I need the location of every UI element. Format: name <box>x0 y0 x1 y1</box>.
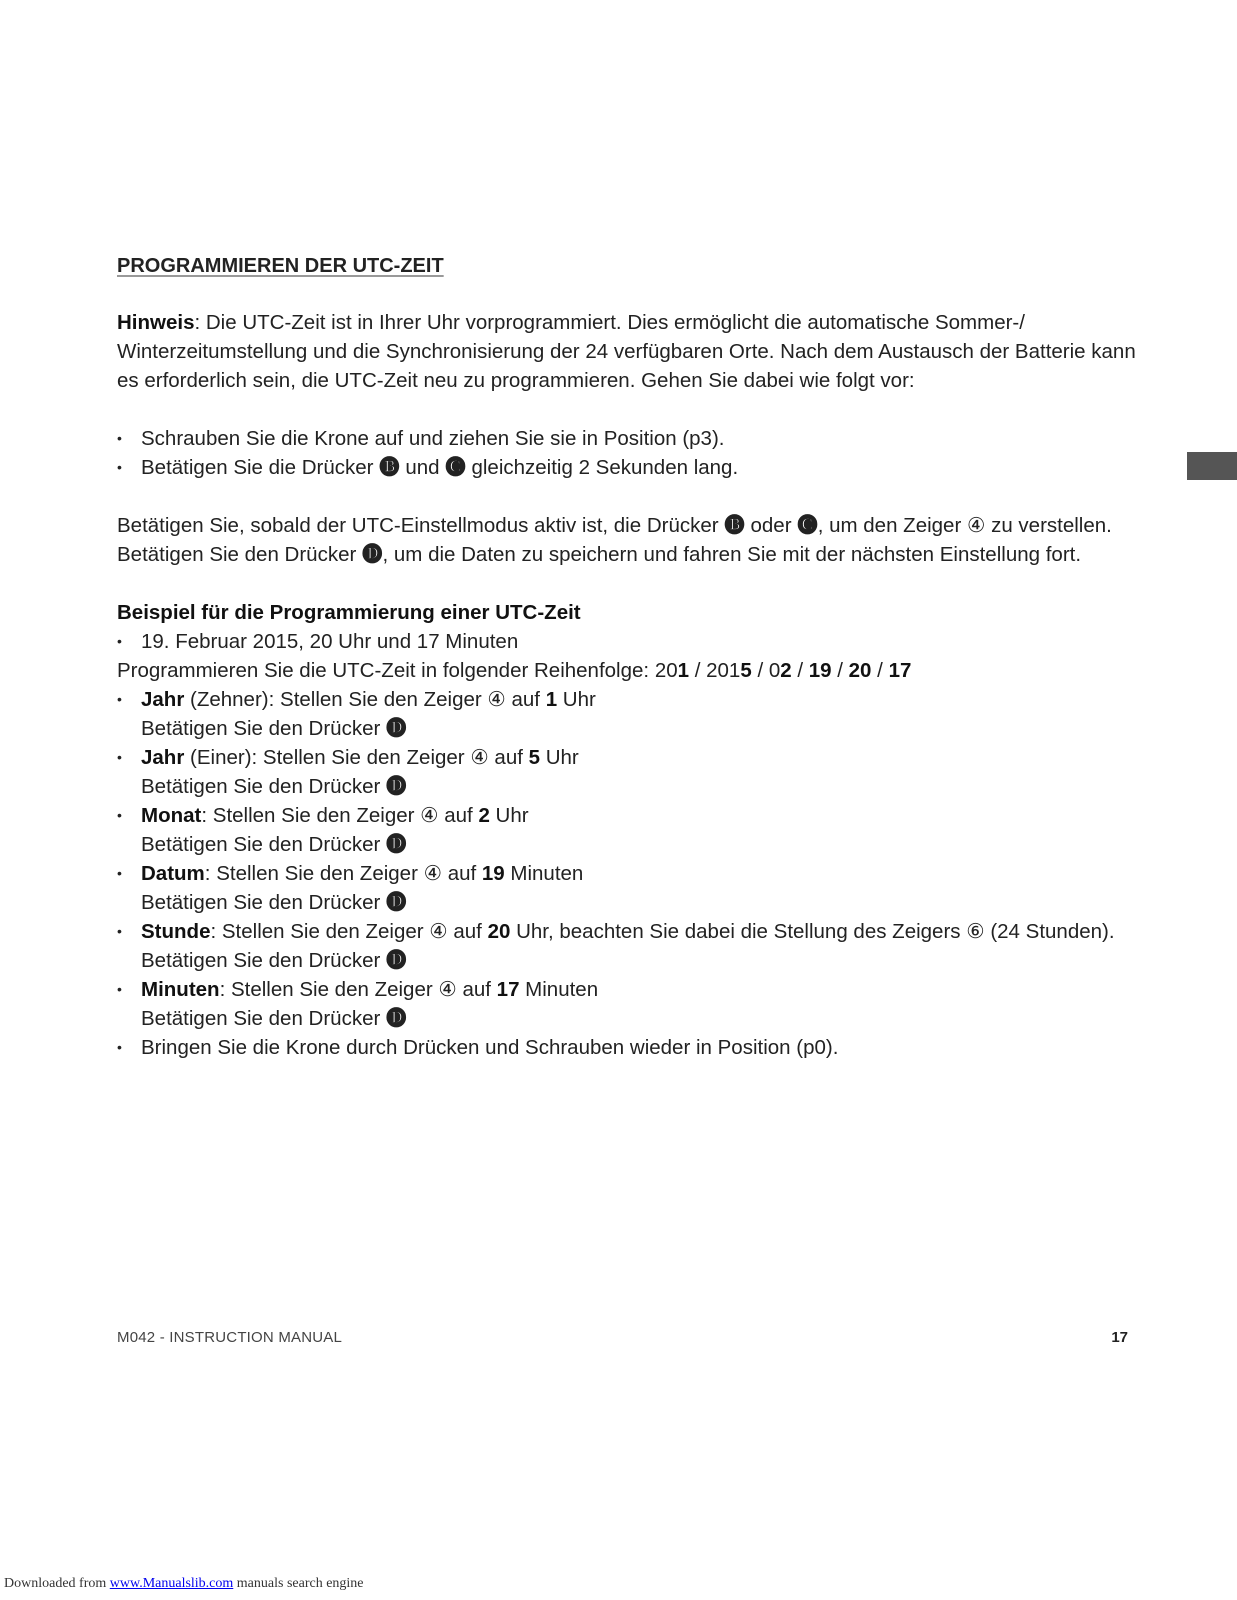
example-title: Beispiel für die Programmierung einer UTC-Zeit <box>117 601 581 624</box>
instruction-paragraph: Betätigen Sie, sobald der UTC-Einstellmodus aktiv ist, die Drücker 🅑 oder 🅒, um den Zeiger ④ zu verstellen. Betätigen Sie den Drücker 🅓, um die Daten zu speichern und fahren Sie mit der nächsten Einstellung fort. <box>117 514 1112 566</box>
note-text: : Die UTC-Zeit ist in Ihrer Uhr vorprogrammiert. Dies ermöglicht die automatische Sommer-/ Winterzeitumstellung und die Synchronisierung der 24 verfügbaren Orte. Nach dem Austausch der Batterie kann es erforderlich sein, die UTC-Zeit neu zu programmieren. Gehen Sie dabei wie folgt vor: <box>117 311 1136 392</box>
list-item: • Jahr (Zehner): Stellen Sie den Zeiger ④ auf 1 Uhr Betätigen Sie den Drücker 🅓 <box>117 685 1147 743</box>
hand-4-icon: ④ <box>470 746 489 769</box>
hand-4-icon: ④ <box>420 804 439 827</box>
list-item: • Datum: Stellen Sie den Zeiger ④ auf 19 Minuten Betätigen Sie den Drücker 🅓 <box>117 859 1147 917</box>
example-order: Programmieren Sie die UTC-Zeit in folgender Reihenfolge: 201 / 2015 / 02 / 19 / 20 / 17 <box>117 659 912 682</box>
button-d-icon: 🅓 <box>386 717 407 740</box>
button-b-icon: 🅑 <box>724 514 745 537</box>
footer-manual-title: M042 - INSTRUCTION MANUAL <box>117 1329 343 1346</box>
step-1: • Schrauben Sie die Krone auf und ziehen Sie sie in Position (p3). <box>117 424 1147 453</box>
button-d-icon: 🅓 <box>386 949 407 972</box>
note-paragraph <box>117 308 1147 395</box>
page-heading: PROGRAMMIEREN DER UTC-ZEIT <box>117 255 444 277</box>
list-item: • Stunde: Stellen Sie den Zeiger ④ auf 20 Uhr, beachten Sie dabei die Stellung des Zeigers ⑥ (24 Stunden). Betätigen Sie den Drücker 🅓 <box>117 917 1147 975</box>
download-footer: Downloaded from www.Manualslib.com manuals search engine <box>4 1576 364 1591</box>
button-d-icon: 🅓 <box>386 775 407 798</box>
hand-4-icon: ④ <box>429 920 448 943</box>
hand-4-icon: ④ <box>966 514 986 537</box>
list-item: • Jahr (Einer): Stellen Sie den Zeiger ④ auf 5 Uhr Betätigen Sie den Drücker 🅓 <box>117 743 1147 801</box>
hand-4-icon: ④ <box>487 688 506 711</box>
button-c-icon: 🅒 <box>445 456 466 479</box>
manualslib-link[interactable]: www.Manualslib.com <box>109 1576 234 1591</box>
button-c-icon: 🅒 <box>797 514 818 537</box>
list-item: • Minuten: Stellen Sie den Zeiger ④ auf 17 Minuten Betätigen Sie den Drücker 🅓 <box>117 975 1147 1033</box>
list-item: • Monat: Stellen Sie den Zeiger ④ auf 2 Uhr Betätigen Sie den Drücker 🅓 <box>117 801 1147 859</box>
example-date: • 19. Februar 2015, 20 Uhr und 17 Minuten <box>117 627 1147 656</box>
button-b-icon: 🅑 <box>379 456 400 479</box>
list-item: • Bringen Sie die Krone durch Drücken und Schrauben wieder in Position (p0). <box>117 1033 1147 1062</box>
hand-4-icon: ④ <box>438 978 457 1001</box>
button-d-icon: 🅓 <box>386 833 407 856</box>
section-tab-marker <box>1187 452 1237 480</box>
hand-4-icon: ④ <box>423 862 442 885</box>
button-d-icon: 🅓 <box>386 1007 407 1030</box>
page-number: 17 <box>1111 1329 1128 1346</box>
hand-6-icon: ⑥ <box>966 920 985 943</box>
document-body <box>117 252 1147 1062</box>
step-2: • Betätigen Sie die Drücker 🅑 und 🅒 gleichzeitig 2 Sekunden lang. <box>117 453 1147 482</box>
note-label: Hinweis <box>117 311 195 334</box>
button-d-icon: 🅓 <box>386 891 407 914</box>
button-d-icon: 🅓 <box>362 543 383 566</box>
